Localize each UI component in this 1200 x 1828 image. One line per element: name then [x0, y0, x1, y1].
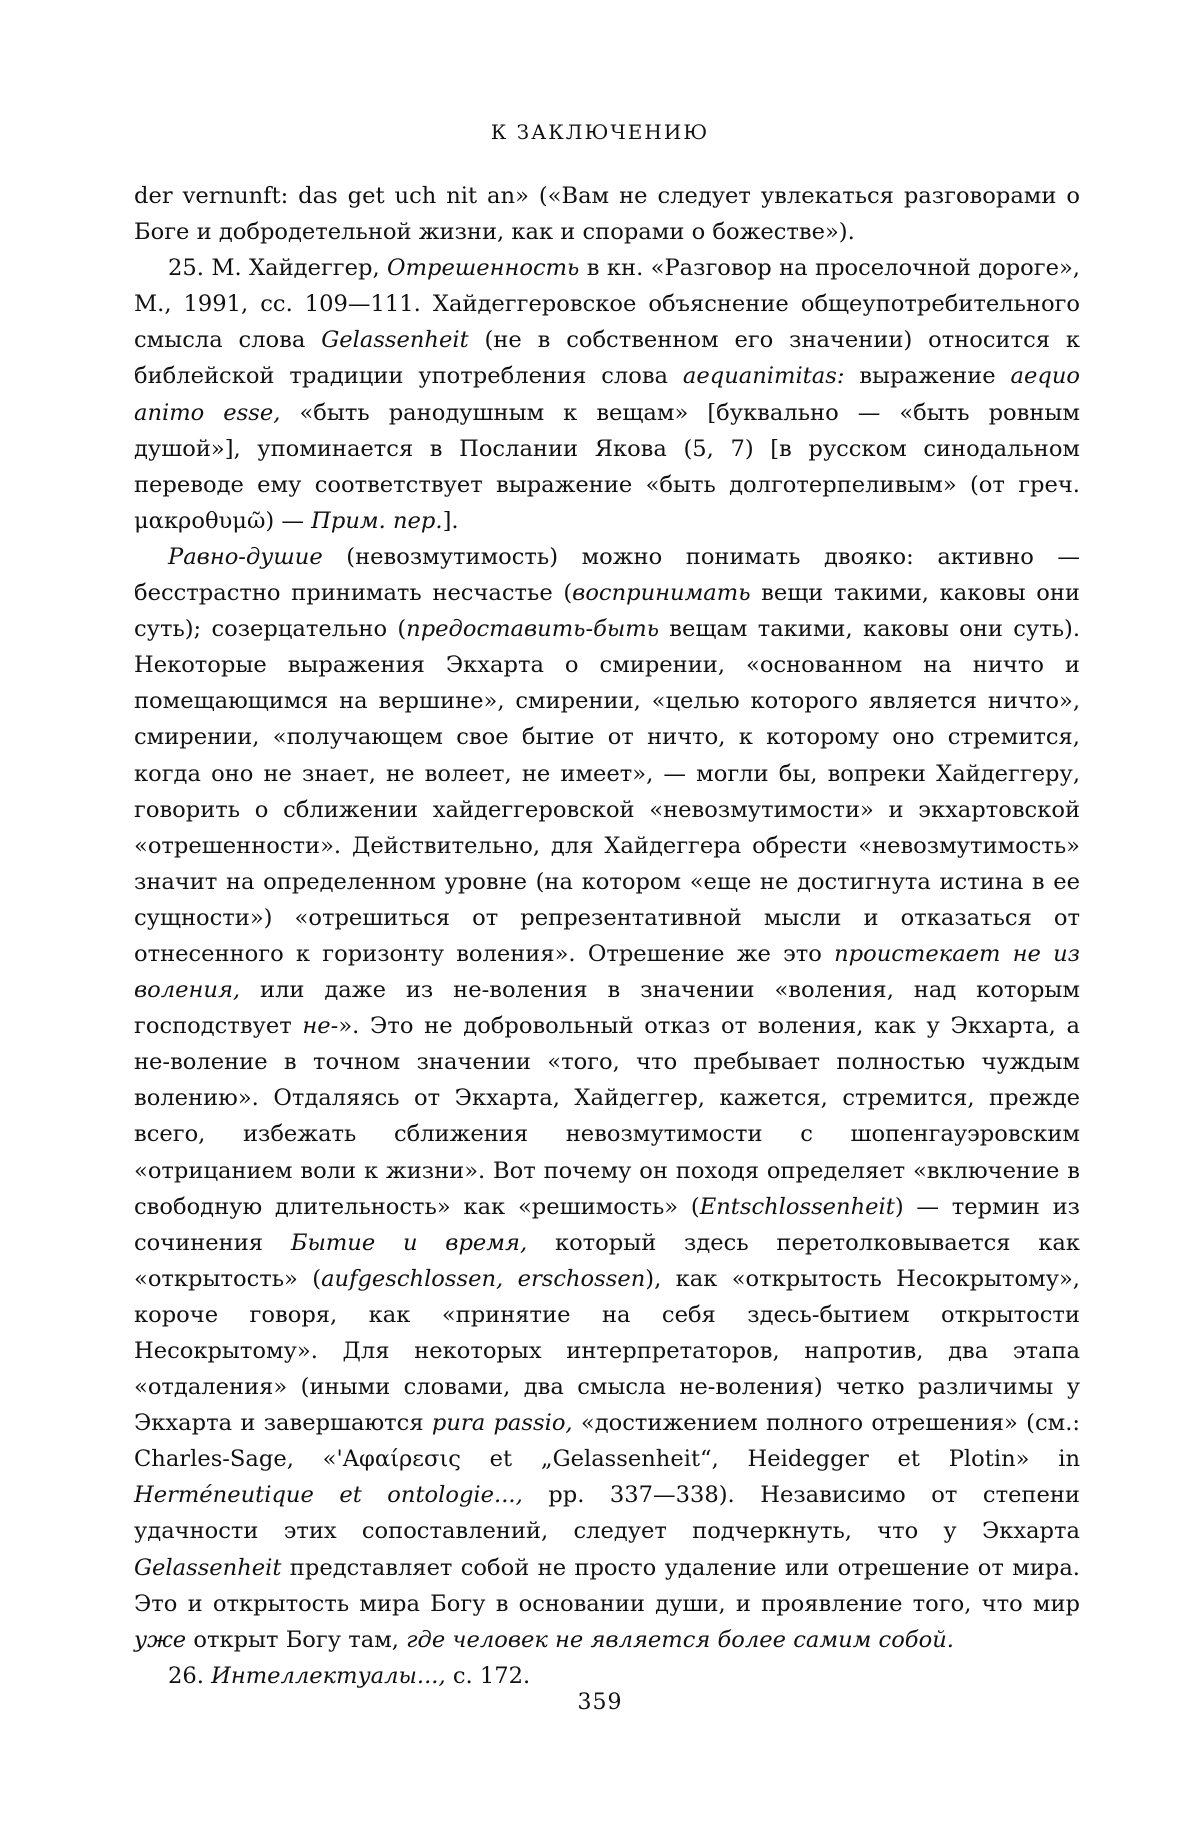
italic-run: aequo animo esse, — [134, 363, 1080, 426]
italic-run: Gelassenheit — [134, 1554, 282, 1581]
text-run: ». Это не добровольный отказ от воления, как у Экхарта, а не-воление в точном значении «того, что пребывает полностью чуждым волению». Отдаляясь от Экхарта, Хайдеггер, кажется, стремится, прежде всего, избежать сближения невозмутимости с шопенгауэровским «отрицанием воли к жизни». Вот почему он походя определяет «включение в свободную длительность» как «решимость» ( — [134, 1013, 1080, 1220]
italic-run: Равно-душие — [168, 543, 323, 570]
italic-run: aufgeschlossen, erschossen — [321, 1265, 646, 1292]
italic-run: Интеллектуалы..., — [211, 1662, 446, 1689]
text-run: ]. — [442, 507, 459, 534]
text-run: pp. 337—338). Независимо от степени удачности этих сопоставлений, следует подчеркнуть, что у Экхарта — [134, 1482, 1080, 1545]
text-run: ) — термин из сочинения — [134, 1193, 1080, 1256]
italic-run: предоставить-быть — [406, 616, 659, 643]
page-body — [134, 178, 1080, 1694]
italic-run: Gelassenheit — [321, 327, 469, 354]
italic-run: уже — [134, 1626, 187, 1653]
text-run: «быть ранодушным к вещам» [буквально — «быть ровным душой»], упоминается в Послании Якова (5, 7) [в русском синодальном переводе ему соответствует выражение «быть долготерпеливым» (от греч. μακροθυμῶ) — — [134, 399, 1080, 534]
text-run: «достижением полного отрешения» (см.: Charles-Sage, «'Αφαίρεσις et „Gelassenheit“, Heidegger et Plotin» in — [134, 1410, 1080, 1473]
page-number: 359 — [577, 1690, 623, 1715]
text-run: в кн. «Разговор на проселочной дороге», М., 1991, сс. 109—111. Хайдеггеровское объяснение общеупотребительного смысла слова — [134, 255, 1080, 354]
italic-run: pura passio, — [431, 1410, 573, 1437]
text-run: или даже из не-воления в значении «воления, над которым господствует — [134, 977, 1080, 1040]
italic-run: Отрешенность — [387, 255, 580, 282]
italic-run: Herméneutique et ontologie..., — [134, 1482, 523, 1509]
text-run: (не в собственном его значении) относится к библейской традиции употребления слова — [134, 327, 1080, 390]
text-run: вещам такими, каковы они суть). Некоторые выражения Экхарта о смирении, «основанном на ничто и помещающимся на вершине», смирении, «целью которого является ничто», смирении, «получающем свое бытие от ничто, к которому оно стремится, когда оно не знает, не волеет, не имеет», — могли бы, вопреки Хайдеггеру, говорить о сближении хайдеггеровской «невозмутимости» и экхартовской «отрешенности». Действительно, для Хайдеггера обрести «невозмутимость» значит на определенном уровне (на котором «еще не достигнута истина в ее сущности») «отрешиться от репрезентативной мысли и отказаться от отнесенного к горизонту воления». Отрешение же это — [134, 616, 1080, 967]
footnote-25-continuation — [134, 539, 1080, 1658]
text-run: 25. М. Хайдеггер, — [168, 255, 388, 282]
paragraph-continuation: der vernunft: das get uch nit an» («Вам не следует увлекаться разговорами о Боге и добродетельной жизни, как и спорами о божестве»). — [134, 183, 1080, 246]
text-run: выражение — [844, 363, 1011, 390]
italic-run: Entschlossenheit — [699, 1193, 895, 1220]
text-run: который здесь перетолковывается как «открытость» ( — [134, 1229, 1080, 1292]
text-run: 26. — [168, 1662, 212, 1689]
footnote-25 — [134, 250, 1080, 539]
italic-run: где человек не является более самим собой. — [406, 1626, 954, 1653]
italic-run: проистекает не из воления, — [134, 940, 1080, 1004]
text-run: ), как «открытость Несокрытому», короче говоря, как «принятие на себя здесь-бытием открытости Несокрытому». Для некоторых интерпретаторов, напротив, два этапа «отдаления» (иными словами, два смысла не-воления) четко различимы у Экхарта и завершаются — [134, 1265, 1080, 1437]
italic-run: aequanimitas: — [682, 363, 845, 390]
italic-run: Бытие и время, — [290, 1229, 528, 1256]
text-run: представляет собой не просто удаление или отрешение от мира. Это и открытость мира Богу в основании души, и проявление того, что мир — [134, 1554, 1080, 1617]
italic-run: не- — [302, 1013, 339, 1040]
text-run: вещи такими, каковы они суть); созерцательно ( — [134, 580, 1080, 643]
footnote-26 — [134, 1658, 1080, 1694]
text-run: открыт Богу там, — [186, 1626, 407, 1653]
text-run: (невозмутимость) можно понимать двояко: активно — бесстрастно принимать несчастье ( — [134, 543, 1080, 607]
running-title: К ЗАКЛЮЧЕНИЮ — [490, 120, 710, 144]
italic-run: Прим. пер. — [311, 507, 443, 534]
text-run: с. 172. — [445, 1662, 531, 1689]
italic-run: воспринимать — [572, 580, 751, 607]
